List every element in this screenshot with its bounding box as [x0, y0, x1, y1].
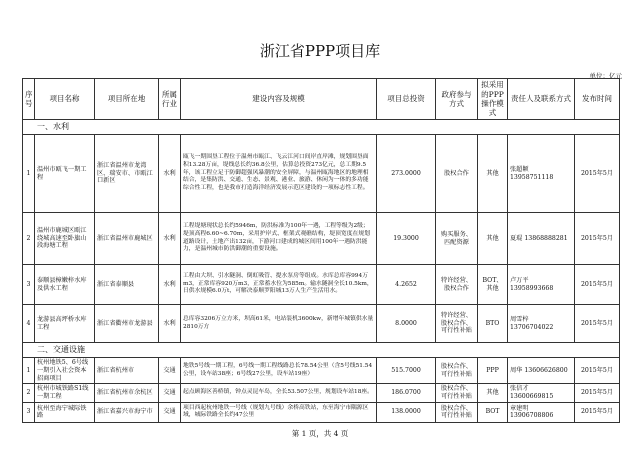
table-row — [23, 265, 620, 305]
cell-gov-mode: 特许经营、股权合作、可行性补贴 — [436, 305, 478, 343]
cell-location: 浙江省衢州市龙游县 — [95, 305, 159, 343]
cell-location: 浙江省嘉兴市海宁市 — [95, 402, 159, 422]
cell-contact: 卢万平 13958993668 — [508, 265, 575, 305]
cell-content: 瓯飞一期围垦工程位于温州市瓯江、飞云江河口间岸直岸滩，规划围垦面积13.28万亩，堤线总长约36.8公里，估算总投资273亿元，总工期9.5年，该工程立足于防御超强风暴潮的安全屏障，与温州瓯海地区的地理相结合，是集防洪、交通、生态、景观、港业、旅游、休闲为一体的多功能综合性工程，也是我市打造海洋经济发展示范区建设的一项标志性工程。 — [181, 135, 377, 213]
cell-investment: 8.0000 — [377, 305, 436, 343]
cell-content: 总库容3206万立方米，坝高61米，电站装机3600kw，新增年城镇供水量2810万方 — [181, 305, 377, 343]
cell-date: 2015年5月 — [575, 265, 620, 305]
cell-location: 浙江省杭州市 — [95, 358, 159, 384]
cell-ppp-mode: 其他 — [478, 384, 508, 403]
cell-ppp-mode: BOT — [478, 402, 508, 422]
cell-content: 工程由大坝、引水隧洞、倒虹吸管、提水泵房等组成。水库总库容994万m3，正常库容920万m3，正常蓄水位为585m。输水隧洞全长10.5km，日供水规模6.0万t，可解决泰顺罗阳城13万人生产生活用水。 — [181, 265, 377, 305]
cell-investment: 19.3000 — [377, 213, 436, 265]
section-label: 一、水利 — [23, 120, 620, 135]
header-seq: 序号 — [23, 79, 35, 120]
cell-seq: 3 — [23, 402, 35, 422]
cell-industry: 水利 — [159, 135, 181, 213]
cell-ppp-mode: BTO — [478, 305, 508, 343]
cell-content: 起点顾海区善桥镇，钟点灵昆车岛，全长53.507公里，规划设车站18座。 — [181, 384, 377, 403]
cell-date: 2015年5月 — [575, 402, 620, 422]
document-title: 浙江省PPP项目库 — [259, 42, 381, 60]
cell-name: 杭州地铁5、6号线一期引入社会资本招商项目 — [35, 358, 95, 384]
cell-gov-mode: 购买服务、匹配资源 — [436, 213, 478, 265]
cell-name: 龙游县高坪桥水库工程 — [35, 305, 95, 343]
header-date: 发布时间 — [575, 79, 620, 120]
section-row-water — [23, 120, 620, 135]
cell-investment: 138.0000 — [377, 402, 436, 422]
header-name: 项目名称 — [35, 79, 95, 120]
cell-industry: 交通 — [159, 384, 181, 403]
cell-seq: 4 — [23, 305, 35, 343]
header-content: 建设内容及规模 — [181, 79, 377, 120]
cell-content: 地铁5号线一期工程，6号线一期工程线路总长78.54公里（含5号线51.54公里，设车站38座；6号线27公里，设车站19座） — [181, 358, 377, 384]
cell-date: 2015年5月 — [575, 384, 620, 403]
cell-seq: 1 — [23, 135, 35, 213]
cell-location: 浙江省杭州市余杭区 — [95, 384, 159, 403]
cell-industry: 水利 — [159, 305, 181, 343]
table-row — [23, 135, 620, 213]
cell-seq: 1 — [23, 358, 35, 384]
cell-industry: 交通 — [159, 402, 181, 422]
cell-content: 项目西起杭州地铁一号线（规划九号线）余桥高铁站，东至海宁市隅源区域，城际铁路全长约47公里 — [181, 402, 377, 422]
cell-gov-mode: 股权合作、可行性补贴 — [436, 384, 478, 403]
cell-industry: 水利 — [159, 213, 181, 265]
cell-seq: 2 — [23, 213, 35, 265]
cell-content: 工程堤塘现状总长约5946m，防洪标准为100年一遇，工程等级为2级；堤顶高程6.60~6.70m，采用护岸式、框架式观礁结构，堤顶宽度在规划道路设计，土地产出132亩，下游河口建成的城区间用100年一遇防洪能力，是温州城市防洪御潮的重要设施。 — [181, 213, 377, 265]
cell-investment: 515.7000 — [377, 358, 436, 384]
cell-date: 2015年5月 — [575, 135, 620, 213]
cell-investment: 4.2652 — [377, 265, 436, 305]
unit-label: 单位：亿元 — [589, 72, 622, 80]
cell-industry: 交通 — [159, 358, 181, 384]
header-gov-mode: 政府参与方式 — [436, 79, 478, 120]
cell-gov-mode: 股权合作 — [436, 135, 478, 213]
table-row — [23, 402, 620, 422]
cell-industry: 水利 — [159, 265, 181, 305]
cell-name: 泰顺县樟嫩梓水库及供水工程 — [35, 265, 95, 305]
cell-name: 温州市瓯飞一期工程 — [35, 135, 95, 213]
cell-investment: 273.0000 — [377, 135, 436, 213]
cell-seq: 2 — [23, 384, 35, 403]
cell-investment: 186.0700 — [377, 384, 436, 403]
cell-contact: 夏琨 13868888281 — [508, 213, 575, 265]
cell-gov-mode: 股权合作、可行性补贴 — [436, 358, 478, 384]
cell-contact: 张信才 13600669815 — [508, 384, 575, 403]
cell-gov-mode: 股权合作、可行性补贴 — [436, 402, 478, 422]
header-industry: 所属行业 — [159, 79, 181, 120]
table-row — [23, 305, 620, 343]
header-investment: 项目总投资 — [377, 79, 436, 120]
section-row-transport — [23, 343, 620, 358]
cell-location: 浙江省温州市龙湾区、瑞安市、市瓯江口新区 — [95, 135, 159, 213]
table-header-row — [23, 79, 620, 120]
header-contact: 责任人及联系方式 — [508, 79, 575, 120]
header-ppp-mode: 拟采用的PPP操作模式 — [478, 79, 508, 120]
cell-ppp-mode: 其他 — [478, 213, 508, 265]
cell-name: 杭州至海宁城际铁路 — [35, 402, 95, 422]
cell-date: 2015年5月 — [575, 305, 620, 343]
cell-name: 杭州市城铁路S1线一期工程 — [35, 384, 95, 403]
cell-date: 2015年5月 — [575, 358, 620, 384]
cell-ppp-mode: 其他 — [478, 135, 508, 213]
cell-contact: 周华 13606626800 — [508, 358, 575, 384]
cell-ppp-mode: BOT、其他 — [478, 265, 508, 305]
cell-contact: 张超颖 13958751118 — [508, 135, 575, 213]
cell-seq: 3 — [23, 265, 35, 305]
table-row — [23, 384, 620, 403]
header-location: 项目所在地 — [95, 79, 159, 120]
cell-contact: 周雪梓 13706704022 — [508, 305, 575, 343]
cell-gov-mode: 特许经营、股权合作 — [436, 265, 478, 305]
table-row — [23, 358, 620, 384]
cell-name: 温州市鹿城区瓯江绕城高速至卧旗山段海塘工程 — [35, 213, 95, 265]
cell-contact: 章建明 13906708806 — [508, 402, 575, 422]
table-row — [23, 213, 620, 265]
section-label: 二、交通设施 — [23, 343, 620, 358]
page-footer: 第 1 页，共 4 页 — [291, 429, 349, 438]
ppp-project-table — [22, 78, 620, 423]
cell-date: 2015年5月 — [575, 213, 620, 265]
cell-ppp-mode: PPP — [478, 358, 508, 384]
cell-location: 浙江省温州市鹿城区 — [95, 213, 159, 265]
cell-location: 浙江省泰顺县 — [95, 265, 159, 305]
